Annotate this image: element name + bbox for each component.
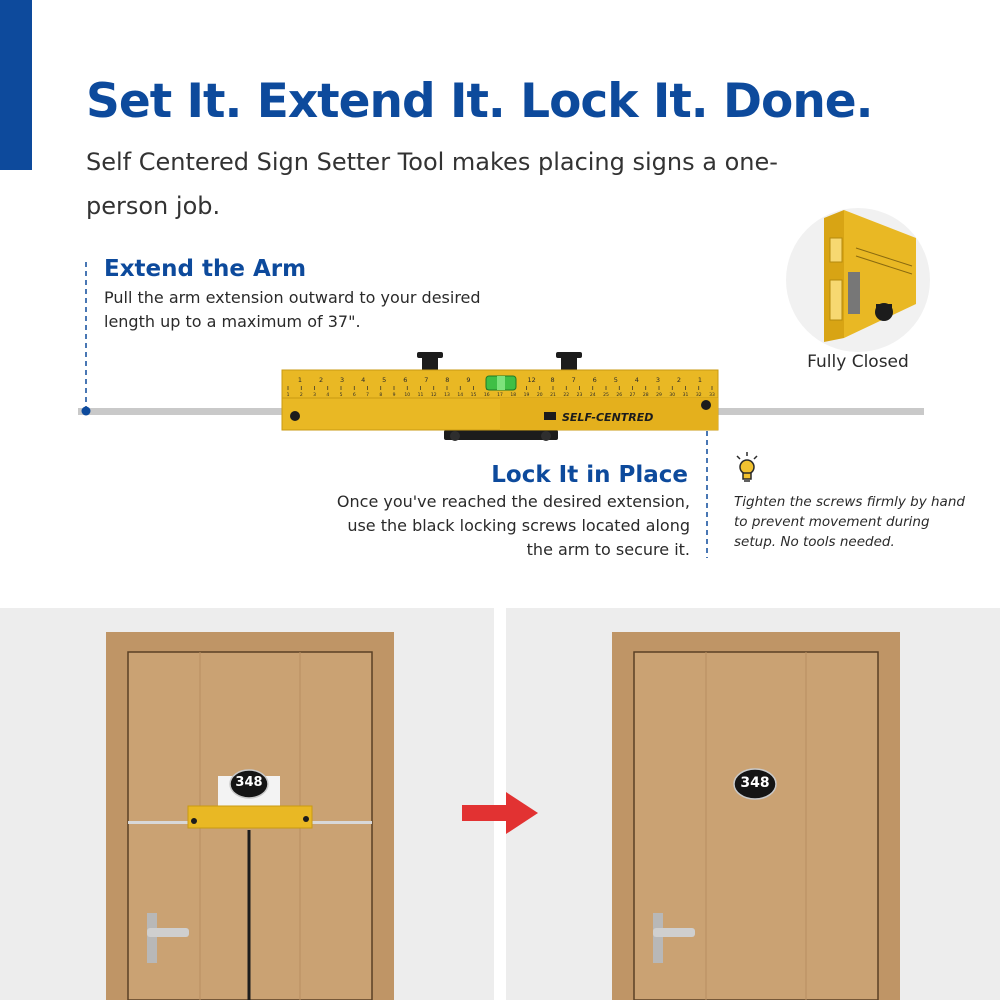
door-before-illustration <box>0 608 494 1000</box>
ruler-small-number: 3 <box>313 393 316 398</box>
ruler-small-number: 8 <box>379 393 383 398</box>
ruler-small-number: 19 <box>523 393 530 398</box>
ruler-small-number: 30 <box>669 393 676 398</box>
ruler-small-number: 27 <box>629 393 636 398</box>
tool-brand-text: SELF-CENTRED <box>562 411 654 424</box>
locking-screw-knob <box>556 352 582 372</box>
ruler-number: 8 <box>550 376 555 384</box>
ruler-small-number: 22 <box>563 393 570 398</box>
ruler-number: 4 <box>361 376 366 384</box>
ruler-small-number: 32 <box>695 393 702 398</box>
ruler-small-number: 33 <box>709 393 715 398</box>
ruler-small-number: 24 <box>589 393 596 398</box>
ruler-small-number: 9 <box>392 393 396 398</box>
lock-title: Lock It in Place <box>491 462 688 488</box>
ruler-number: 8 <box>445 376 450 384</box>
ruler-small-number: 4 <box>326 393 330 398</box>
pole-clamp <box>444 430 558 441</box>
after-panel <box>506 608 1000 1000</box>
ruler-small-number: 12 <box>430 393 437 398</box>
ruler-small-number: 25 <box>603 393 609 398</box>
ruler-number: 2 <box>676 376 682 384</box>
ruler-small-number: 6 <box>352 393 356 398</box>
ruler-small-number: 14 <box>457 393 464 398</box>
ruler-small-number: 16 <box>483 393 490 398</box>
ruler-small-number: 5 <box>339 393 343 398</box>
lock-description: Once you've reached the desired extension, use the black locking screws located along the arm to secure it. <box>336 492 690 559</box>
before-panel <box>0 608 494 1000</box>
ruler-small-number: 10 <box>404 393 411 398</box>
ruler-number: 3 <box>655 376 660 384</box>
ruler-number: 6 <box>592 376 597 384</box>
sign-number-after: 348 <box>740 775 770 791</box>
ruler-small-number: 2 <box>299 393 303 398</box>
ruler-number: 4 <box>634 376 639 384</box>
ruler-small-number: 15 <box>470 393 477 398</box>
sign-number-before: 348 <box>235 775 263 790</box>
screw-head <box>701 400 711 410</box>
screw-head <box>290 411 300 421</box>
fully-closed-label: Fully Closed <box>807 352 909 372</box>
ruler-small-number: 1 <box>286 393 290 398</box>
locking-screw-knob <box>417 352 443 372</box>
lightbulb-icon <box>736 452 758 484</box>
tool-logo <box>544 412 556 420</box>
ruler-small-number: 21 <box>550 393 556 398</box>
ruler-number: 1 <box>297 376 303 384</box>
ruler-small-number: 26 <box>616 393 623 398</box>
ruler-number: 7 <box>571 376 576 384</box>
tip-text: Tighten the screws firmly by hand to prevent movement during setup. No tools needed. <box>734 494 965 550</box>
ruler-small-number: 31 <box>682 393 689 398</box>
ruler-small-number: 28 <box>642 393 649 398</box>
ruler-number: 6 <box>403 376 408 384</box>
ruler-small-number: 20 <box>536 393 543 398</box>
closed-tool-illustration <box>786 208 930 352</box>
extend-title: Extend the Arm <box>104 256 307 282</box>
ruler-small-number: 11 <box>417 393 424 398</box>
ruler-number: 12 <box>527 376 536 384</box>
subheadline: Self Centered Sign Setter Tool makes placing signs a one-person job. <box>86 148 778 220</box>
extend-description: Pull the arm extension outward to your desired length up to a maximum of 37". <box>104 288 481 331</box>
arrow-right-icon <box>462 790 540 836</box>
fully-closed-inset <box>786 208 930 352</box>
ruler-number: 5 <box>613 376 618 384</box>
ruler-small-number: 17 <box>497 393 503 398</box>
extend-marker-dot <box>82 407 91 416</box>
ruler-number: 1 <box>697 376 703 384</box>
headline: Set It. Extend It. Lock It. Done. <box>86 74 873 129</box>
ruler-number: 5 <box>382 376 387 384</box>
ruler-small-number: 7 <box>366 393 369 398</box>
ruler-number: 9 <box>466 376 471 384</box>
ruler-small-number: 29 <box>656 393 662 398</box>
ruler-number: 2 <box>318 376 324 384</box>
ruler-small-number: 18 <box>510 393 517 398</box>
ruler-small-number: 13 <box>444 393 450 398</box>
door-after-illustration <box>506 608 1000 1000</box>
bubble-level <box>486 376 516 390</box>
ruler-small-number: 23 <box>576 393 583 398</box>
ruler-number: 3 <box>340 376 345 384</box>
ruler-number: 7 <box>424 376 429 384</box>
